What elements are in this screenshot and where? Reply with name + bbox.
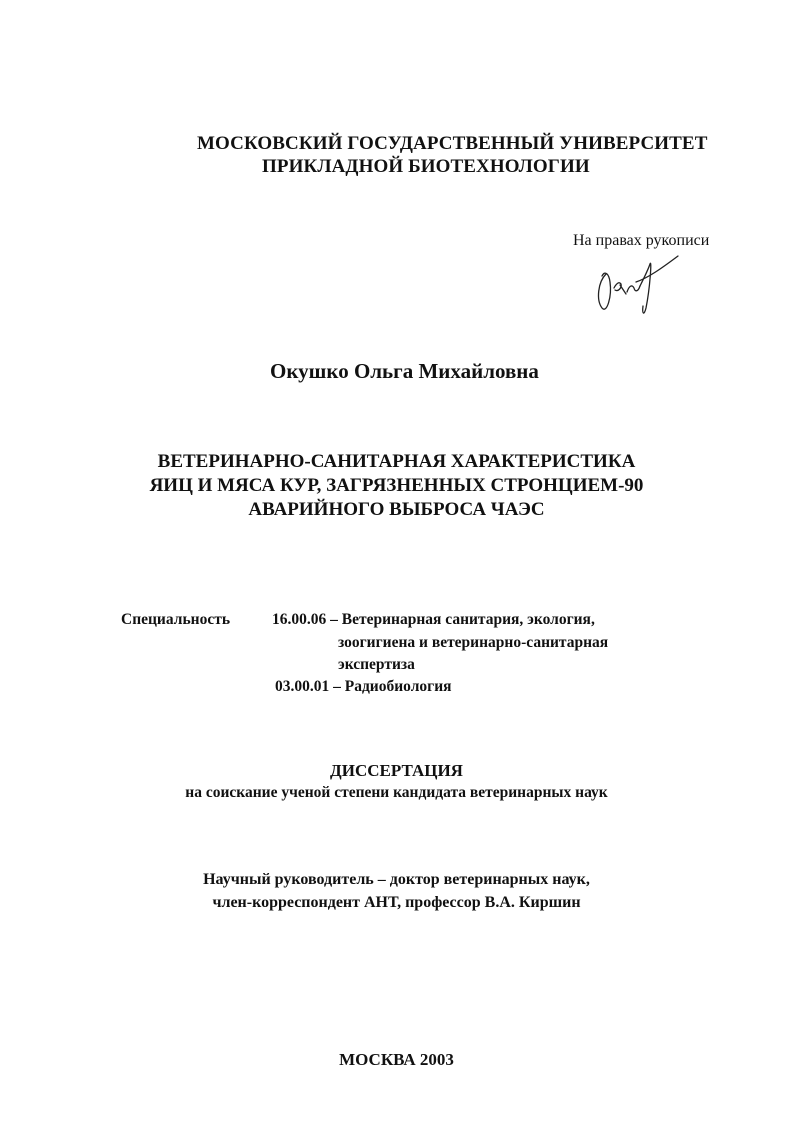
author-name: Окушко Ольга Михайловна	[270, 359, 539, 383]
specialty-entry-1: 16.00.06 – Ветеринарная санитария, экология,	[272, 611, 595, 628]
dissertation-subtitle: на соискание ученой степени кандидата ветеринарных наук	[185, 784, 608, 801]
signature-icon	[592, 248, 684, 320]
university-name-line2: ПРИКЛАДНОЙ БИОТЕХНОЛОГИИ	[262, 156, 590, 177]
city-year: МОСКВА 2003	[339, 1050, 454, 1069]
specialty-label: Специальность	[121, 611, 231, 628]
supervisor-line2: член-корреспондент АНТ, профессор В.А. Киршин	[212, 894, 581, 911]
university-name-line1: МОСКОВСКИЙ ГОСУДАРСТВЕННЫЙ УНИВЕРСИТЕТ	[197, 133, 708, 154]
specialty-entry-1-cont-2: экспертиза	[338, 656, 415, 673]
specialty-entry-2: 03.00.01 – Радиобиология	[275, 678, 452, 695]
dissertation-title-line1: ВЕТЕРИНАРНО-САНИТАРНАЯ ХАРАКТЕРИСТИКА	[157, 451, 636, 472]
dissertation-heading: ДИССЕРТАЦИЯ	[330, 761, 463, 780]
supervisor-line1: Научный руководитель – доктор ветеринарных наук,	[203, 871, 590, 888]
specialty-entry-1-cont-1: зоогигиена и ветеринарно-санитарная	[338, 634, 609, 651]
dissertation-title-line2: ЯИЦ И МЯСА КУР, ЗАГРЯЗНЕННЫХ СТРОНЦИЕМ-90	[149, 475, 644, 496]
dissertation-title-line3: АВАРИЙНОГО ВЫБРОСА ЧАЭС	[248, 499, 545, 520]
rights-note: На правах рукописи	[573, 232, 710, 249]
